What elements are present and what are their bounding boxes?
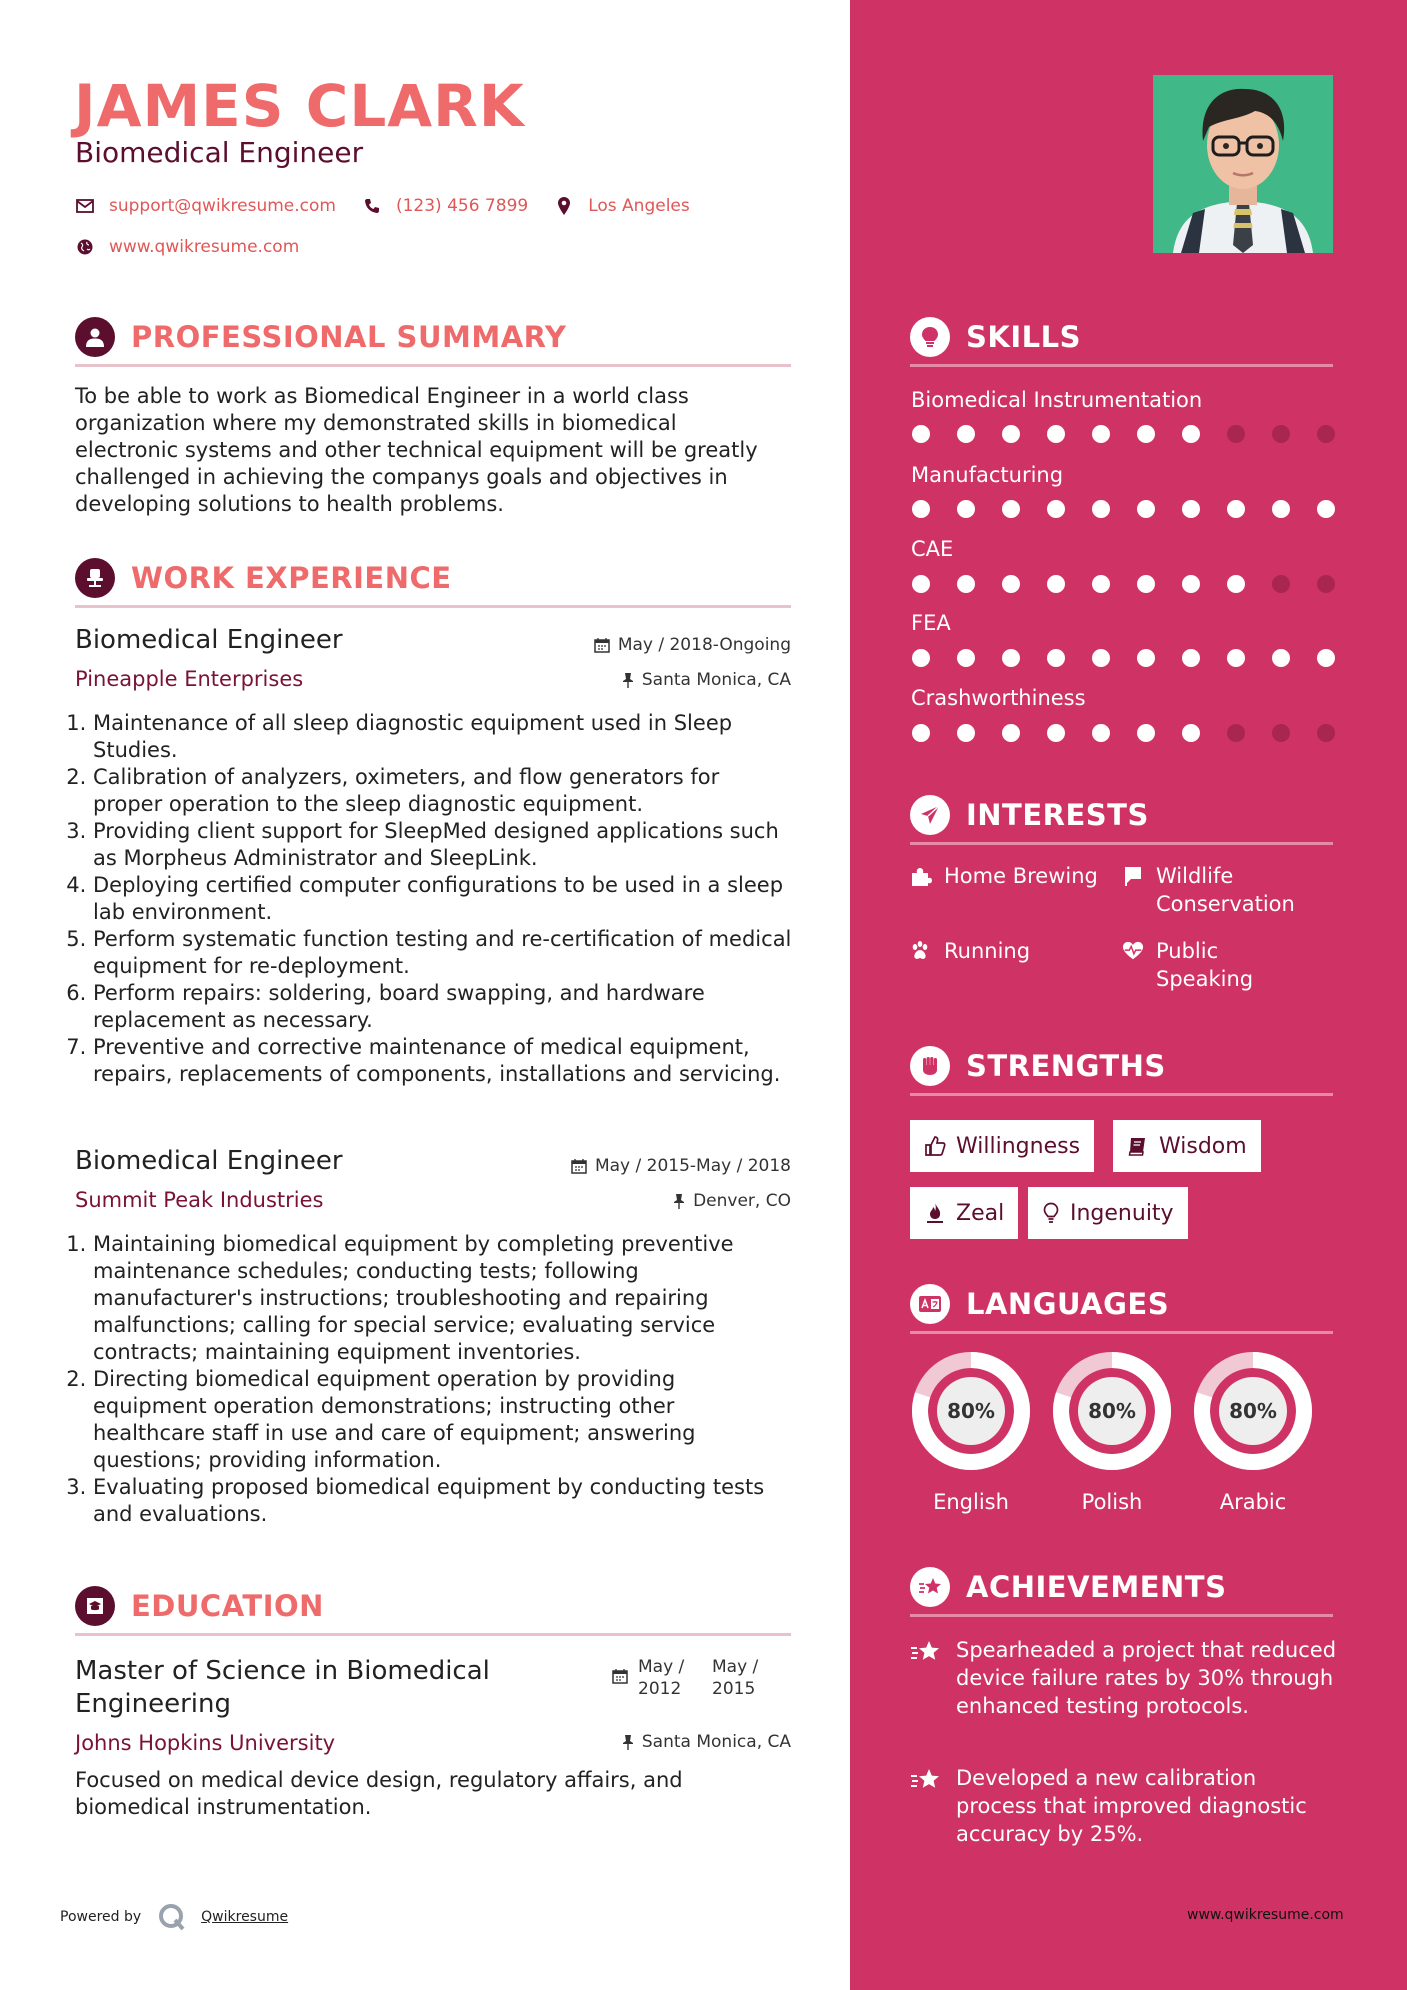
contact-website[interactable] bbox=[75, 237, 299, 257]
language-ring bbox=[1051, 1350, 1173, 1472]
list-item: 1. Maintaining biomedical equipment by completing preventive maintenance schedules; conducting tests; following manufacturer's instructions; troubleshooting and repairing malfunctions; calling for special service; evaluating service contracts; maintaining equipment inventories. bbox=[93, 1231, 793, 1366]
skill-rating-0 bbox=[912, 425, 1362, 443]
education-title: EDUCATION bbox=[131, 1589, 324, 1623]
website-text: www.qwikresume.com bbox=[109, 237, 300, 257]
user-icon bbox=[75, 317, 115, 357]
star-badge-icon bbox=[910, 1567, 950, 1607]
education-school: Johns Hopkins University bbox=[75, 1731, 336, 1755]
languages-title: LANGUAGES bbox=[966, 1287, 1170, 1321]
job-2-location bbox=[673, 1191, 791, 1211]
skill-dot bbox=[1092, 724, 1110, 742]
skill-dot bbox=[1047, 425, 1065, 443]
skill-dot bbox=[912, 724, 930, 742]
phone-text: (123) 456 7899 bbox=[395, 196, 529, 216]
language-name: English bbox=[933, 1490, 1009, 1514]
experience-divider bbox=[75, 605, 791, 608]
interest-label bbox=[1156, 937, 1253, 993]
skill-dot bbox=[1272, 724, 1290, 742]
skill-dot bbox=[1047, 575, 1065, 593]
strength-label: Ingenuity bbox=[1070, 1200, 1174, 1226]
book-icon bbox=[1127, 1135, 1149, 1157]
achievement-text: Developed a new calibration process that improved diagnostic accuracy by 25%. bbox=[956, 1766, 1307, 1846]
skill-dot bbox=[1182, 500, 1200, 518]
job-2-date-text: May / 2015-May / 2018 bbox=[594, 1156, 791, 1176]
contact-email[interactable] bbox=[75, 196, 336, 216]
strength-tag bbox=[910, 1120, 1094, 1172]
language-item bbox=[910, 1350, 1032, 1514]
start-line-1: May / bbox=[638, 1657, 685, 1677]
language-percent: 80% bbox=[1229, 1399, 1277, 1423]
skill-dot bbox=[912, 500, 930, 518]
achievement-text: Spearheaded a project that reduced device failure rates by 30% through enhanced testing protocols. bbox=[956, 1638, 1337, 1718]
skills-divider bbox=[910, 364, 1333, 367]
skill-dot bbox=[957, 425, 975, 443]
skill-name: FEA bbox=[911, 611, 951, 635]
pushpin-icon bbox=[673, 1193, 685, 1209]
candidate-role: Biomedical Engineer bbox=[75, 136, 364, 169]
strength-label: Willingness bbox=[956, 1133, 1081, 1159]
heartbeat-icon bbox=[1122, 940, 1144, 962]
pushpin-icon bbox=[622, 672, 634, 688]
skill-dot bbox=[1272, 500, 1290, 518]
skill-rating-2 bbox=[912, 575, 1362, 593]
end-line-1: May / bbox=[712, 1657, 759, 1677]
skills-title: SKILLS bbox=[966, 320, 1081, 354]
lightbulb-icon bbox=[910, 317, 950, 357]
skill-dot bbox=[1137, 724, 1155, 742]
star-badge-icon bbox=[910, 1767, 940, 1793]
skill-dot bbox=[1227, 575, 1245, 593]
flame-icon bbox=[924, 1202, 946, 1224]
list-item: 3. Providing client support for SleepMed designed applications such as Morpheus Administrator and SleepLink. bbox=[93, 818, 793, 872]
interest-item bbox=[910, 862, 1098, 890]
contact-location bbox=[554, 196, 690, 216]
language-percent: 80% bbox=[947, 1399, 995, 1423]
translate-icon bbox=[910, 1284, 950, 1324]
star-badge-icon bbox=[910, 1639, 940, 1665]
interest-item bbox=[910, 937, 1030, 965]
skill-dot bbox=[1227, 724, 1245, 742]
skill-dot bbox=[1002, 724, 1020, 742]
envelope-icon bbox=[75, 196, 95, 216]
skill-dot bbox=[1137, 649, 1155, 667]
strengths-title: STRENGTHS bbox=[966, 1049, 1166, 1083]
email-text: support@qwikresume.com bbox=[109, 196, 336, 216]
education-end-date bbox=[712, 1656, 758, 1700]
skill-dot bbox=[1317, 649, 1335, 667]
powered-by-text: Powered by bbox=[60, 1909, 142, 1925]
fist-icon bbox=[910, 1046, 950, 1086]
strength-tag bbox=[1113, 1120, 1261, 1172]
end-line-2: 2015 bbox=[712, 1679, 756, 1699]
skill-name: CAE bbox=[911, 537, 954, 561]
skill-dot bbox=[1182, 649, 1200, 667]
skill-name: Crashworthiness bbox=[911, 686, 1086, 710]
skills-heading bbox=[910, 317, 1081, 357]
job-2-title: Biomedical Engineer bbox=[75, 1146, 343, 1176]
achievement-item bbox=[910, 1636, 1340, 1720]
skill-dot bbox=[1137, 500, 1155, 518]
interest-label bbox=[1156, 862, 1295, 918]
interest-label: Home Brewing bbox=[944, 864, 1098, 888]
summary-divider bbox=[75, 364, 791, 367]
map-pin-icon bbox=[554, 196, 574, 216]
education-divider bbox=[75, 1633, 791, 1636]
strengths-heading bbox=[910, 1046, 1166, 1086]
skill-dot bbox=[957, 724, 975, 742]
paw-icon bbox=[910, 940, 932, 962]
skill-dot bbox=[1272, 575, 1290, 593]
skill-dot bbox=[1047, 500, 1065, 518]
language-item bbox=[1051, 1350, 1173, 1514]
language-ring bbox=[1192, 1350, 1314, 1472]
skill-rating-1 bbox=[912, 500, 1362, 518]
skill-dot bbox=[1002, 575, 1020, 593]
achievement-item bbox=[910, 1764, 1340, 1848]
education-location-text: Santa Monica, CA bbox=[641, 1732, 791, 1752]
skill-dot bbox=[1047, 724, 1065, 742]
job-1-date-text: May / 2018-Ongoing bbox=[617, 635, 791, 655]
summary-heading bbox=[75, 317, 566, 357]
skill-dot bbox=[1272, 649, 1290, 667]
skill-rating-4 bbox=[912, 724, 1362, 742]
list-item: 6. Perform repairs: soldering, board swapping, and hardware replacement as necessary. bbox=[93, 980, 793, 1034]
skill-dot bbox=[1092, 649, 1110, 667]
degree-line-2: Engineering bbox=[75, 1689, 231, 1719]
chair-icon bbox=[75, 558, 115, 598]
skill-dot bbox=[1002, 649, 1020, 667]
education-degree bbox=[75, 1655, 490, 1721]
skill-dot bbox=[957, 500, 975, 518]
pushpin-icon bbox=[622, 1734, 634, 1750]
skill-rating-3 bbox=[912, 649, 1362, 667]
interests-heading bbox=[910, 795, 1149, 835]
job-1-company: Pineapple Enterprises bbox=[75, 667, 304, 691]
skill-dot bbox=[912, 425, 930, 443]
education-location bbox=[622, 1732, 791, 1752]
skill-dot bbox=[1317, 500, 1335, 518]
footer-site[interactable]: www.qwikresume.com bbox=[1187, 1907, 1344, 1923]
skill-dot bbox=[1092, 500, 1110, 518]
list-item: 4. Deploying certified computer configurations to be used in a sleep lab environment. bbox=[93, 872, 793, 926]
education-start-date bbox=[638, 1656, 684, 1700]
job-1-location-text: Santa Monica, CA bbox=[641, 670, 791, 690]
skill-dot bbox=[1227, 649, 1245, 667]
thumbs-up-icon bbox=[924, 1135, 946, 1157]
skill-dot bbox=[1227, 425, 1245, 443]
language-name: Arabic bbox=[1219, 1490, 1287, 1514]
skill-dot bbox=[1002, 500, 1020, 518]
skill-name: Manufacturing bbox=[911, 463, 1064, 487]
language-ring bbox=[910, 1350, 1032, 1472]
summary-title: PROFESSIONAL SUMMARY bbox=[131, 320, 567, 354]
language-percent: 80% bbox=[1088, 1399, 1136, 1423]
list-item: 2. Calibration of analyzers, oximeters, and flow generators for proper operation to the sleep diagnostic equipment. bbox=[93, 764, 793, 818]
skill-dot bbox=[1317, 575, 1335, 593]
strengths-divider bbox=[910, 1093, 1333, 1096]
list-item: 1. Maintenance of all sleep diagnostic equipment used in Sleep Studies. bbox=[93, 710, 793, 764]
powered-by bbox=[60, 1902, 288, 1932]
flag-icon bbox=[1122, 865, 1144, 887]
skill-dot bbox=[912, 575, 930, 593]
language-item bbox=[1192, 1350, 1314, 1514]
summary-text: To be able to work as Biomedical Engineer in a world class organization where my demonstrated skills in biomedical electronic systems and other technical equipment will be greatly challenged in achieving the companys goals and objectives in developing solutions to health problems. bbox=[75, 384, 758, 516]
start-line-2: 2012 bbox=[638, 1679, 682, 1699]
skill-dot bbox=[957, 649, 975, 667]
skill-dot bbox=[1092, 425, 1110, 443]
language-name: Polish bbox=[1081, 1490, 1143, 1514]
job-2-location-text: Denver, CO bbox=[693, 1191, 791, 1211]
skill-dot bbox=[957, 575, 975, 593]
calendar-icon bbox=[612, 1668, 628, 1688]
skill-dot bbox=[1227, 500, 1245, 518]
strength-label: Wisdom bbox=[1159, 1133, 1247, 1159]
paper-plane-icon bbox=[910, 795, 950, 835]
education-description: Focused on medical device design, regulatory affairs, and biomedical instrumentation. bbox=[75, 1768, 683, 1819]
strength-label: Zeal bbox=[956, 1200, 1005, 1226]
skill-dot bbox=[1137, 575, 1155, 593]
strength-tag bbox=[1028, 1187, 1188, 1239]
contact-phone[interactable] bbox=[362, 196, 528, 216]
globe-icon bbox=[75, 237, 95, 257]
job-1-title: Biomedical Engineer bbox=[75, 625, 343, 655]
skill-dot bbox=[1002, 425, 1020, 443]
list-item: 5. Perform systematic function testing and re-certification of medical equipment for re-deployment. bbox=[93, 926, 793, 980]
skill-dot bbox=[1272, 425, 1290, 443]
candidate-name: JAMES CLARK bbox=[74, 72, 525, 140]
interest-item bbox=[1122, 862, 1295, 918]
sidebar bbox=[850, 0, 1407, 1990]
list-item: 2. Directing biomedical equipment operation by providing equipment operation demonstrations; instructing other healthcare staff in use and care of equipment; answering questions; providing information. bbox=[93, 1366, 793, 1474]
job-1-date bbox=[594, 635, 791, 655]
languages-heading bbox=[910, 1284, 1169, 1324]
phone-icon bbox=[362, 196, 382, 216]
achievements-heading bbox=[910, 1567, 1226, 1607]
languages-divider bbox=[910, 1331, 1333, 1334]
skill-dot bbox=[1182, 724, 1200, 742]
strength-tag bbox=[910, 1187, 1018, 1239]
job-1-location bbox=[622, 670, 791, 690]
calendar-icon bbox=[594, 637, 610, 653]
skill-dot bbox=[912, 649, 930, 667]
experience-heading bbox=[75, 558, 452, 598]
contact-row-1 bbox=[75, 196, 716, 216]
interest-line-2: Speaking bbox=[1156, 967, 1254, 991]
job-1-duties bbox=[93, 710, 793, 1088]
qwikresume-link[interactable]: Qwikresume bbox=[201, 1909, 289, 1925]
interests-divider bbox=[910, 842, 1333, 845]
experience-title: WORK EXPERIENCE bbox=[131, 561, 452, 595]
interest-line-1: Wildlife bbox=[1156, 864, 1234, 888]
degree-line-1: Master of Science in Biomedical bbox=[75, 1656, 490, 1686]
job-2-duties bbox=[93, 1231, 793, 1528]
job-2-date bbox=[571, 1156, 791, 1176]
skill-dot bbox=[1047, 649, 1065, 667]
education-heading bbox=[75, 1586, 324, 1626]
skill-name: Biomedical Instrumentation bbox=[911, 388, 1203, 412]
location-text: Los Angeles bbox=[588, 196, 690, 216]
interests-title: INTERESTS bbox=[966, 798, 1149, 832]
profile-photo bbox=[1153, 75, 1333, 253]
skill-dot bbox=[1182, 425, 1200, 443]
qwikresume-logo-icon bbox=[157, 1902, 187, 1932]
skill-dot bbox=[1182, 575, 1200, 593]
puzzle-icon bbox=[910, 865, 932, 887]
graduate-icon bbox=[75, 1586, 115, 1626]
skill-dot bbox=[1137, 425, 1155, 443]
interest-item bbox=[1122, 937, 1253, 993]
calendar-icon bbox=[571, 1158, 587, 1174]
list-item: 3. Evaluating proposed biomedical equipment by conducting tests and evaluations. bbox=[93, 1474, 793, 1528]
achievements-divider bbox=[910, 1614, 1333, 1617]
skill-dot bbox=[1317, 724, 1335, 742]
interest-line-2: Conservation bbox=[1156, 892, 1295, 916]
interest-line-1: Public bbox=[1156, 939, 1219, 963]
skill-dot bbox=[1317, 425, 1335, 443]
achievements-title: ACHIEVEMENTS bbox=[966, 1570, 1227, 1604]
job-2-company: Summit Peak Industries bbox=[75, 1188, 324, 1212]
interest-label: Running bbox=[944, 939, 1031, 963]
contact-row-2 bbox=[75, 237, 325, 257]
lightbulb-outline-icon bbox=[1042, 1202, 1060, 1224]
list-item: 7. Preventive and corrective maintenance of medical equipment, repairs, replacements of components, installations and servicing. bbox=[93, 1034, 793, 1088]
skill-dot bbox=[1092, 575, 1110, 593]
